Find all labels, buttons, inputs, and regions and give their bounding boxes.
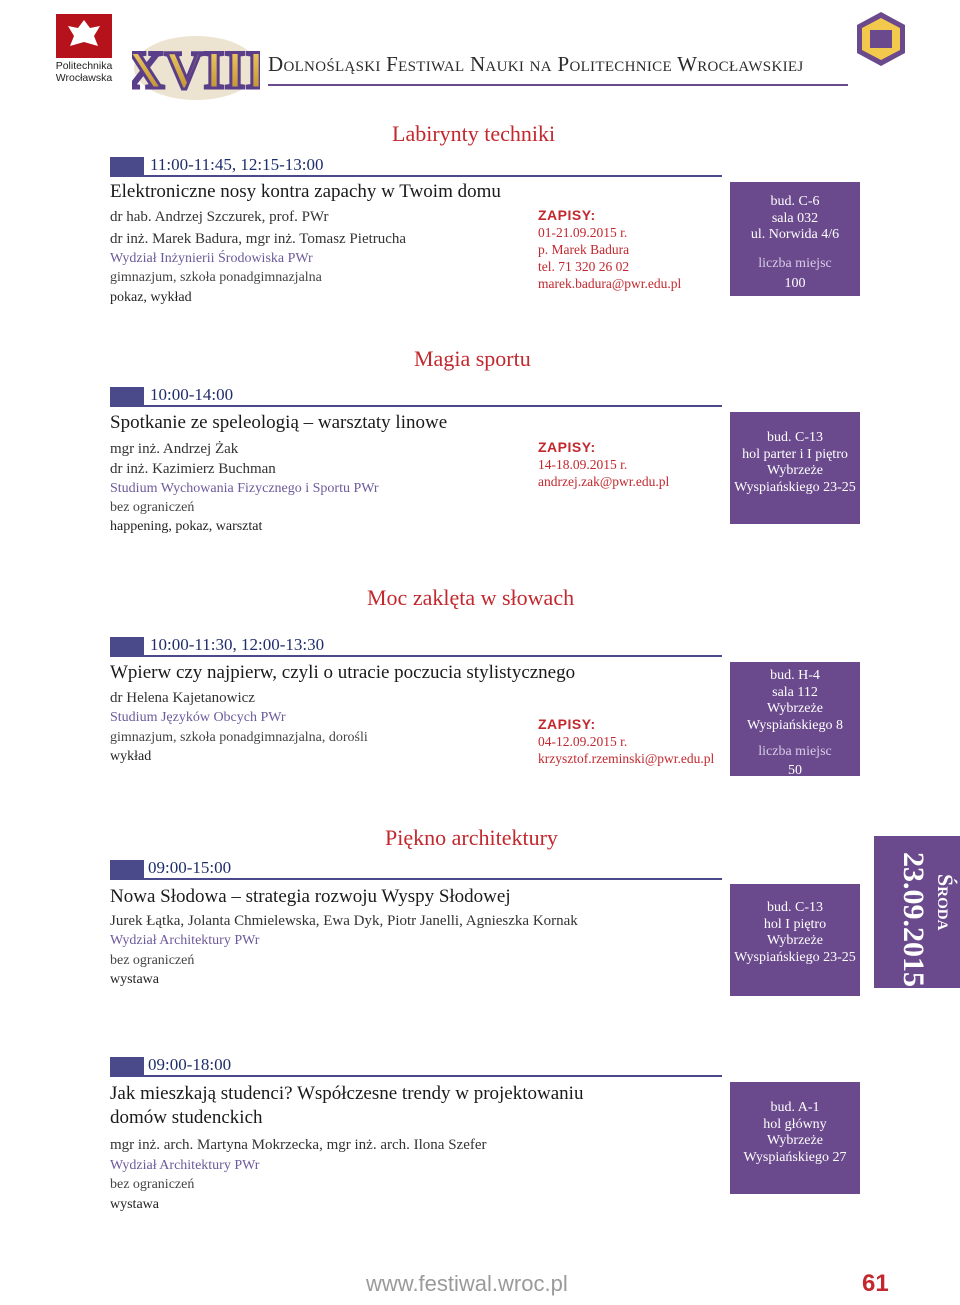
pwr-logo-text: Politechnika Wrocławska — [55, 60, 113, 84]
event-title: Spotkanie ze speleologią – warsztaty linowe — [110, 412, 448, 433]
event-person: dr inż. Marek Badura, mgr inż. Tomasz Pietrucha — [110, 231, 407, 247]
event-time: 10:00-11:30, 12:00-13:30 — [150, 635, 325, 654]
location-box — [730, 412, 860, 524]
event-person: dr inż. Kazimierz Buchman — [110, 461, 276, 477]
location-box — [730, 884, 860, 996]
zapisy-contact: p. Marek Badura — [538, 242, 630, 257]
festival-title: Dolnośląski Festiwal Nauki na Politechnice Wrocławskiej — [268, 52, 804, 76]
event-unit: Wydział Inżynierii Środowiska PWr — [110, 251, 313, 266]
location-address: ul. Norwida 4/6 — [750, 227, 840, 242]
header-divider — [268, 84, 848, 86]
location-street: Wybrzeże — [767, 701, 823, 716]
time-marker — [110, 637, 144, 655]
pwr-logo — [56, 14, 112, 58]
location-room: hol parter i I piętro — [742, 446, 848, 462]
event-person: Jurek Łątka, Jolanta Chmielewska, Ewa Dyk, Piotr Janelli, Agnieszka Kornak — [110, 913, 578, 929]
seats-count: 100 — [784, 276, 806, 291]
location-box — [730, 1082, 860, 1194]
event-title-line: domów studenckich — [110, 1107, 263, 1128]
location-building: bud. C-13 — [767, 900, 823, 915]
page-number: 61 — [862, 1270, 889, 1297]
location-box — [730, 182, 860, 296]
event-title: Elektroniczne nosy kontra zapachy w Twoim domu — [110, 181, 501, 202]
event-title: Nowa Słodowa – strategia rozwoju Wyspy Słodowej — [110, 886, 511, 907]
location-room: sala 032 — [771, 210, 819, 226]
time-marker — [110, 860, 144, 878]
location-street: Wybrzeże — [767, 933, 823, 948]
zapisy-dates: 04-12.09.2015 r. — [538, 734, 628, 749]
location-street: Wybrzeże — [767, 1133, 823, 1148]
time-marker — [110, 157, 144, 175]
event-unit: Studium Języków Obcych PWr — [110, 710, 286, 725]
zapisy-email[interactable]: krzysztof.rzeminski@pwr.edu.pl — [538, 751, 715, 766]
event-unit: Wydział Architektury PWr — [110, 933, 260, 948]
event-type: wystawa — [110, 1197, 159, 1212]
event-audience: bez ograniczeń — [110, 953, 195, 968]
section-title: Magia sportu — [414, 346, 531, 371]
location-room: hol główny — [763, 1116, 827, 1132]
svg-text:XVIII: XVIII — [132, 40, 260, 100]
location-room: hol I piętro — [763, 916, 827, 932]
seats-count: 50 — [788, 762, 802, 778]
zapisy-label: ZAPISY: — [538, 207, 596, 223]
location-street: Wybrzeże — [767, 463, 823, 478]
event-audience: gimnazjum, szkoła ponadgimnazjalna — [110, 270, 322, 285]
zapisy-phone: tel. 71 320 26 02 — [538, 259, 630, 274]
festival-corner-logo — [852, 10, 910, 68]
location-address: Wyspiańskiego 23-25 — [734, 949, 856, 965]
event-person: dr Helena Kajetanowicz — [110, 690, 255, 706]
location-building: bud. C-13 — [767, 430, 823, 445]
date-tab — [874, 836, 960, 988]
event-audience: gimnazjum, szkoła ponadgimnazjalna, dorośli — [110, 730, 368, 745]
date-tab-date: 23.09.2015 — [897, 852, 930, 987]
zapisy-email[interactable]: andrzej.zak@pwr.edu.pl — [538, 474, 670, 489]
zapisy-dates: 01-21.09.2015 r. — [538, 225, 628, 240]
event-type: happening, pokaz, warsztat — [110, 519, 263, 534]
event-audience: bez ograniczeń — [110, 500, 195, 515]
seats-label: liczba miejsc — [758, 255, 832, 271]
eagle-icon — [56, 14, 112, 58]
seats-label: liczba miejsc — [758, 744, 832, 759]
event-time: 09:00-15:00 — [148, 858, 232, 877]
date-tab-day: Środa — [933, 874, 958, 931]
time-underline — [110, 878, 722, 880]
time-underline — [110, 405, 722, 407]
location-building: bud. A-1 — [770, 1100, 820, 1115]
section-title: Piękno architektury — [385, 825, 558, 850]
event-title-line: Jak mieszkają studenci? Współczesne trendy w projektowaniu — [110, 1083, 584, 1104]
time-marker — [110, 1057, 144, 1075]
event-unit: Wydział Architektury PWr — [110, 1158, 260, 1173]
event-person: mgr inż. Andrzej Żak — [110, 441, 239, 457]
zapisy-label: ZAPISY: — [538, 716, 596, 732]
location-room: sala 112 — [772, 684, 818, 700]
event-unit: Studium Wychowania Fizycznego i Sportu PWr — [110, 481, 379, 496]
xviii-edition-logo — [132, 30, 260, 104]
event-audience: bez ograniczeń — [110, 1177, 195, 1192]
event-time: 11:00-11:45, 12:15-13:00 — [150, 155, 324, 174]
time-underline — [110, 175, 722, 177]
location-address: Wyspiańskiego 8 — [747, 717, 843, 733]
footer-url[interactable]: www.festiwal.wroc.pl — [366, 1271, 568, 1296]
zapisy-dates: 14-18.09.2015 r. — [538, 457, 628, 472]
section-title: Moc zaklęta w słowach — [367, 585, 575, 610]
location-box — [730, 662, 860, 776]
time-underline — [110, 655, 722, 657]
section-title: Labirynty techniki — [392, 121, 556, 146]
event-type: wystawa — [110, 972, 159, 987]
zapisy-label: ZAPISY: — [538, 439, 596, 455]
location-building: bud. C-6 — [770, 194, 820, 209]
event-title: Wpierw czy najpierw, czyli o utracie poczucia stylistycznego — [110, 662, 576, 683]
event-time: 09:00-18:00 — [148, 1055, 232, 1074]
location-address: Wyspiańskiego 23-25 — [734, 479, 856, 495]
location-building: bud. H-4 — [770, 668, 820, 683]
time-marker — [110, 387, 144, 405]
event-person: mgr inż. arch. Martyna Mokrzecka, mgr inż. arch. Ilona Szefer — [110, 1137, 487, 1153]
location-address: Wyspiańskiego 27 — [743, 1149, 847, 1165]
time-underline — [110, 1075, 722, 1077]
event-time: 10:00-14:00 — [150, 385, 234, 404]
event-type: wykład — [110, 749, 152, 764]
event-type: pokaz, wykład — [110, 290, 192, 305]
zapisy-email[interactable]: marek.badura@pwr.edu.pl — [538, 276, 682, 291]
event-person: dr hab. Andrzej Szczurek, prof. PWr — [110, 209, 329, 225]
